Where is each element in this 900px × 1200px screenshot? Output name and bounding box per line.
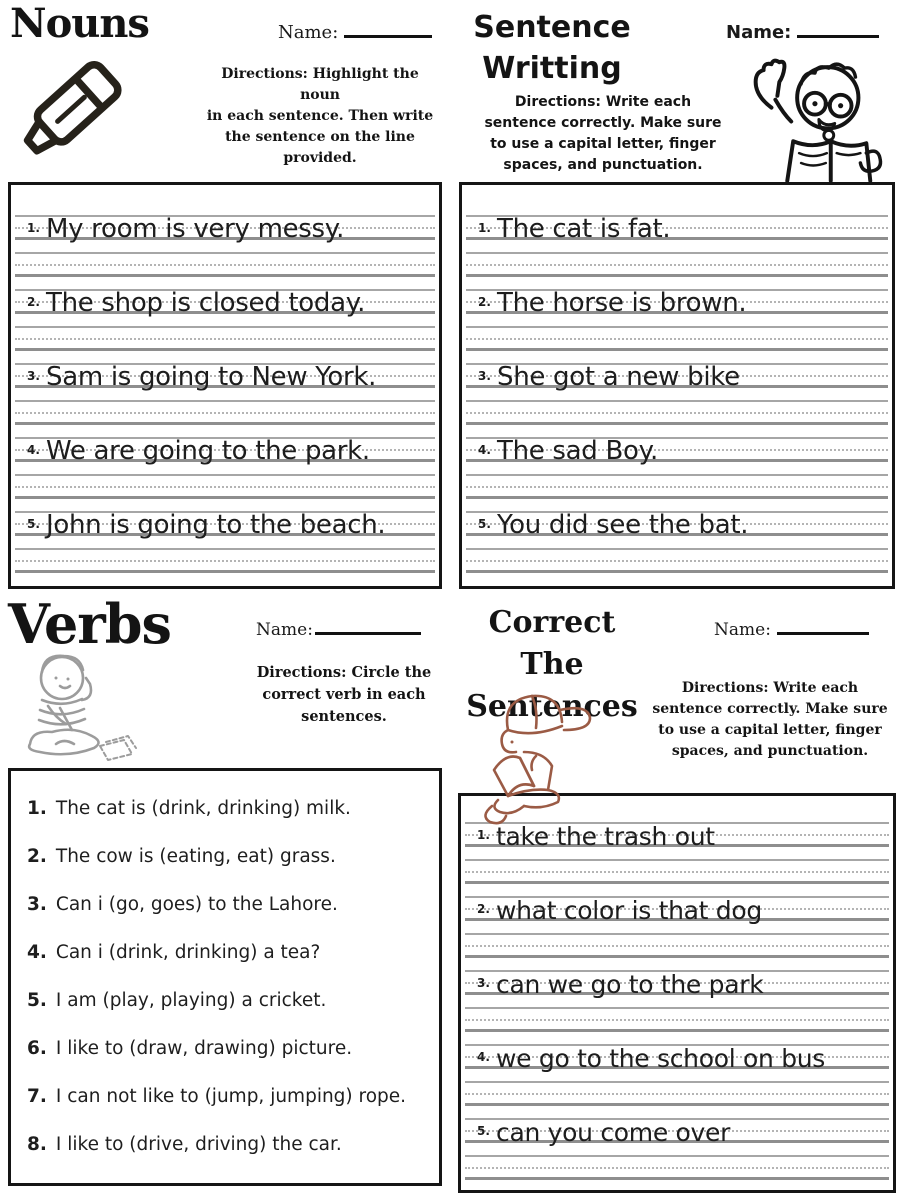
- directions-line: sentence correctly. Make sure: [484, 115, 722, 131]
- sentence-text: I like to (draw, drawing) picture.: [55, 1037, 353, 1059]
- sentence-text: we go to the school on bus: [496, 1044, 826, 1073]
- writing-line: [466, 288, 888, 318]
- sentence-number: 1.: [477, 828, 490, 842]
- writing-line-blank: [466, 474, 888, 499]
- sentence-number: 4.: [27, 443, 40, 457]
- sentence-number: 1.: [27, 797, 47, 819]
- sentence-number: 5.: [27, 517, 40, 531]
- list-item: [27, 832, 431, 880]
- sentence-text: what color is that dog: [496, 896, 762, 925]
- writing-line-blank: [465, 1081, 889, 1106]
- boy-reading-cap-icon: [472, 686, 617, 828]
- list-item: [27, 1072, 431, 1120]
- sentence-text: John is going to the beach.: [46, 510, 386, 540]
- nouns-directions: [200, 64, 440, 169]
- sentence-number: 4.: [27, 941, 47, 963]
- directions-line: provided.: [283, 150, 357, 166]
- name-label: Name:: [278, 22, 339, 43]
- writing-line-blank: [466, 326, 888, 351]
- writing-line-blank: [466, 548, 888, 573]
- list-item: [27, 976, 431, 1024]
- writing-line: [465, 1118, 889, 1147]
- sentence-text: The cat is (drink, drinking) milk.: [55, 797, 351, 819]
- directions-line: spaces, and punctuation.: [671, 743, 869, 759]
- sentence-number: 2.: [27, 295, 40, 309]
- name-blank-line: [797, 25, 879, 38]
- sentence-text: The cat is fat.: [497, 214, 671, 244]
- writing-line-blank: [15, 400, 435, 425]
- sentence-text: Can i (go, goes) to the Lahore.: [55, 893, 338, 915]
- sentence-number: 4.: [477, 1050, 490, 1064]
- sentence-number: 4.: [478, 443, 491, 457]
- sentence-text: The sad Boy.: [497, 436, 658, 466]
- nouns-name-row: [278, 22, 432, 43]
- sentence-number: 3.: [27, 893, 47, 915]
- sentence-number: 5.: [478, 517, 491, 531]
- name-blank-line: [777, 622, 869, 635]
- list-item: [27, 1120, 431, 1168]
- directions-line: Directions: Write each: [681, 680, 859, 696]
- sentence-text: The horse is brown.: [497, 288, 747, 318]
- sentence-number: 2.: [477, 902, 490, 916]
- writing-line: [466, 214, 888, 244]
- sentence-number: 2.: [478, 295, 491, 309]
- writing-line: [15, 436, 435, 466]
- directions-line: Directions: Circle the: [256, 664, 432, 681]
- writing-line: [465, 1044, 889, 1073]
- directions-line: Directions: Write each: [514, 94, 692, 110]
- sentence-text: can we go to the park: [496, 970, 764, 999]
- sentence-text: I am (play, playing) a cricket.: [55, 989, 327, 1011]
- sentence-text: I like to (drive, driving) the car.: [55, 1133, 342, 1155]
- sentence-text: The shop is closed today.: [46, 288, 366, 318]
- sentence-number: 3.: [478, 369, 491, 383]
- sentence-number: 1.: [478, 221, 491, 235]
- directions-line: correct verb in each: [262, 685, 426, 703]
- directions-line: the sentence on the line: [225, 129, 415, 145]
- writing-line-blank: [15, 326, 435, 351]
- list-item: [27, 1024, 431, 1072]
- writing-line: [466, 436, 888, 466]
- writing-line: [15, 362, 435, 392]
- nouns-title: Nouns: [10, 0, 149, 47]
- directions-line: sentence correctly. Make sure: [652, 701, 888, 717]
- directions-line: to use a capital letter, finger: [490, 136, 716, 152]
- verbs-directions: [246, 662, 442, 727]
- sentence-number: 8.: [27, 1133, 47, 1155]
- sentence-writing-directions: [458, 92, 748, 176]
- correct-sentences-directions: [650, 678, 890, 762]
- writing-line-blank: [15, 548, 435, 573]
- sentence-number: 1.: [27, 221, 40, 235]
- sentence-text: The cow is (eating, eat) grass.: [55, 845, 336, 867]
- nouns-sentences-box: [8, 182, 442, 589]
- writing-line: [466, 362, 888, 392]
- directions-line: sentences.: [301, 707, 387, 725]
- sentence-text: I can not like to (jump, jumping) rope.: [55, 1085, 407, 1107]
- writing-line: [466, 510, 888, 540]
- directions-line: to use a capital letter, finger: [658, 722, 882, 738]
- list-item: [27, 784, 431, 832]
- sentence-text: Sam is going to New York.: [46, 362, 377, 392]
- sentence-writing-name-row: [726, 22, 879, 43]
- sentence-text: You did see the bat.: [497, 510, 749, 540]
- writing-line: [15, 288, 435, 318]
- name-label: Name:: [256, 620, 313, 640]
- writing-line: [465, 822, 889, 851]
- highlighter-icon: [6, 50, 138, 172]
- sentence-text: She got a new bike: [497, 362, 740, 392]
- boy-raising-hand-icon: [726, 56, 894, 183]
- boy-writing-icon: [8, 648, 140, 768]
- sentence-writing-title: Sentence Writting: [473, 10, 631, 86]
- sentence-text: take the trash out: [496, 822, 715, 851]
- writing-line-blank: [465, 1155, 889, 1180]
- writing-line: [15, 510, 435, 540]
- sentence-number: 7.: [27, 1085, 47, 1107]
- sentence-number: 3.: [27, 369, 40, 383]
- verbs-title: Verbs: [8, 592, 171, 656]
- sentence-number: 5.: [27, 989, 47, 1011]
- sentence-text: My room is very messy.: [46, 214, 345, 244]
- writing-line-blank: [466, 252, 888, 277]
- correct-sentences-name-row: [714, 620, 869, 640]
- sentence-text: can you come over: [496, 1118, 731, 1147]
- writing-line-blank: [15, 474, 435, 499]
- correct-sentences-box: [458, 793, 896, 1193]
- sentence-text: We are going to the park.: [46, 436, 370, 466]
- name-label: Name:: [714, 620, 771, 640]
- writing-line-blank: [465, 1007, 889, 1032]
- directions-line: in each sentence. Then write: [206, 108, 434, 124]
- writing-line: [15, 214, 435, 244]
- writing-line-blank: [465, 933, 889, 958]
- writing-line: [465, 896, 889, 925]
- sentence-number: 5.: [477, 1124, 490, 1138]
- sentence-writing-box: [459, 182, 895, 589]
- name-label: Name:: [726, 22, 792, 43]
- list-item: [27, 880, 431, 928]
- sentence-number: 2.: [27, 845, 47, 867]
- writing-line-blank: [465, 859, 889, 884]
- name-blank-line: [315, 622, 421, 635]
- sentence-text: Can i (drink, drinking) a tea?: [55, 941, 321, 963]
- verbs-list: [11, 771, 439, 1168]
- correct-sentences-title: Correct The Sentences: [466, 605, 638, 724]
- directions-line: Directions: Highlight the noun: [221, 66, 419, 103]
- verbs-sentences-box: [8, 768, 442, 1186]
- writing-line-blank: [15, 252, 435, 277]
- writing-line-blank: [466, 400, 888, 425]
- sentence-number: 3.: [477, 976, 490, 990]
- verbs-name-row: [256, 620, 421, 640]
- list-item: [27, 928, 431, 976]
- name-blank-line: [344, 25, 432, 38]
- directions-line: spaces, and punctuation.: [503, 157, 703, 173]
- writing-line: [465, 970, 889, 999]
- sentence-number: 6.: [27, 1037, 47, 1059]
